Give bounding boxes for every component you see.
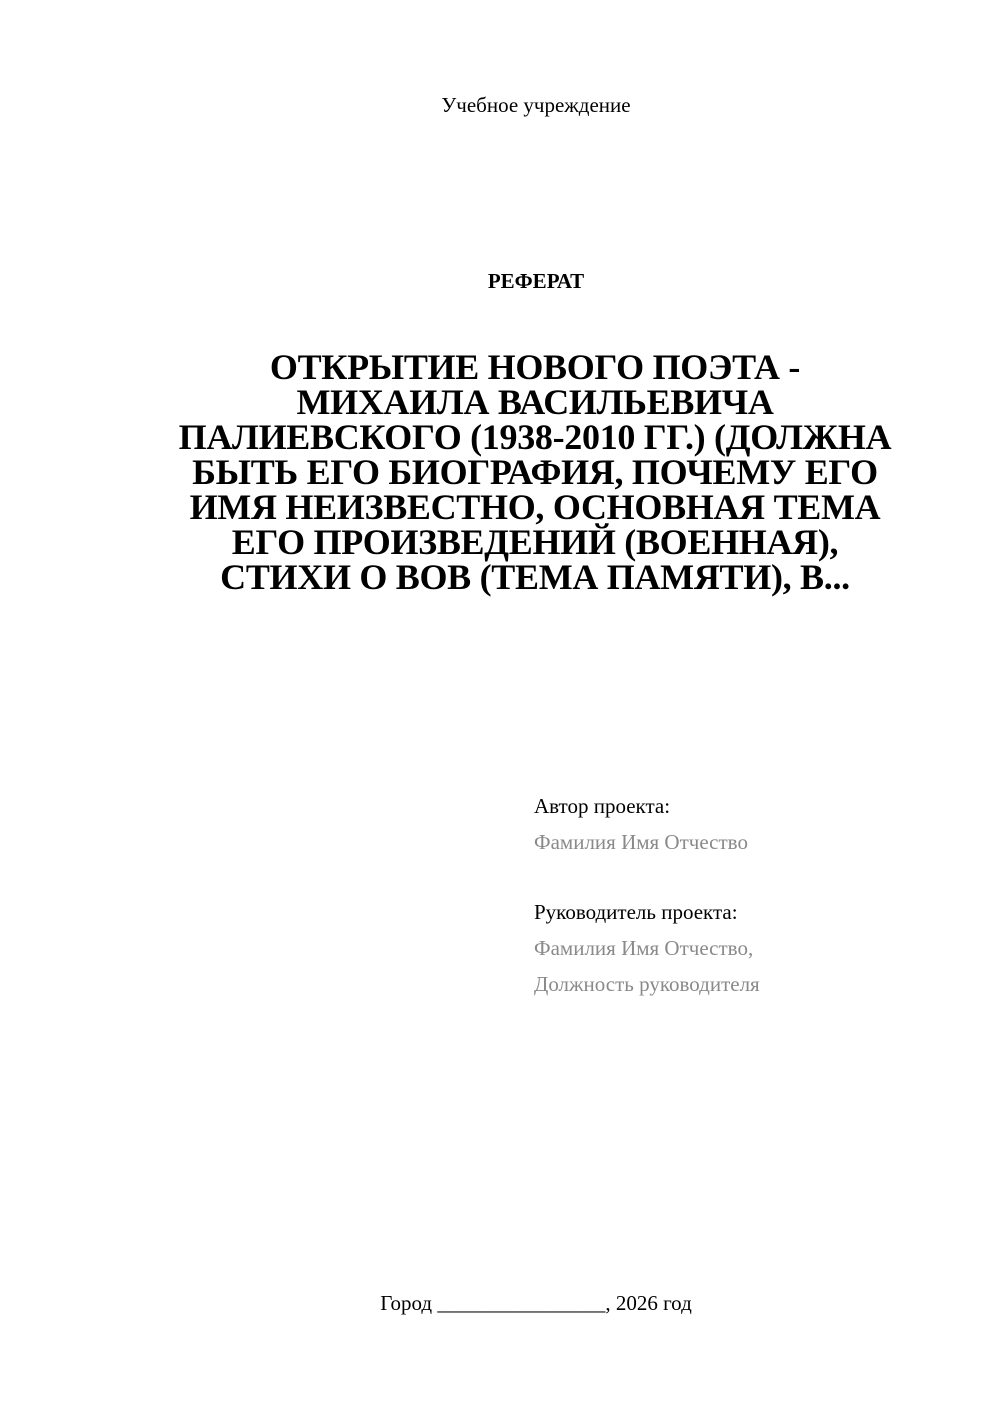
spacer [534,860,760,894]
title-line: СТИХИ О ВОВ (ТЕМА ПАМЯТИ), В... [220,557,850,597]
title-line: ИМЯ НЕИЗВЕСТНО, ОСНОВНАЯ ТЕМА [189,487,881,527]
document-title [110,347,960,597]
title-line: ПАЛИЕВСКОГО (1938-2010 ГГ.) (ДОЛЖНА [178,417,892,457]
credits-block [534,788,760,1002]
supervisor-name-placeholder: Фамилия Имя Отчество, [534,936,754,960]
supervisor-position-placeholder: Должность руководителя [534,972,760,996]
title-line: ОТКРЫТИЕ НОВОГО ПОЭТА - [269,347,801,387]
title-line: ЕГО ПРОИЗВЕДЕНИЙ (ВОЕННАЯ), [231,522,839,562]
institution-name: Учебное учреждение [441,93,631,117]
supervisor-label: Руководитель проекта: [534,900,738,924]
city-year-line: Город ________________, 2026 год [380,1291,692,1315]
title-line: БЫТЬ ЕГО БИОГРАФИЯ, ПОЧЕМУ ЕГО [192,452,878,492]
title-line: МИХАИЛА ВАСИЛЬЕВИЧА [296,382,774,422]
author-name-placeholder: Фамилия Имя Отчество [534,830,748,854]
author-label: Автор проекта: [534,794,671,818]
document-type: РЕФЕРАТ [487,269,585,293]
